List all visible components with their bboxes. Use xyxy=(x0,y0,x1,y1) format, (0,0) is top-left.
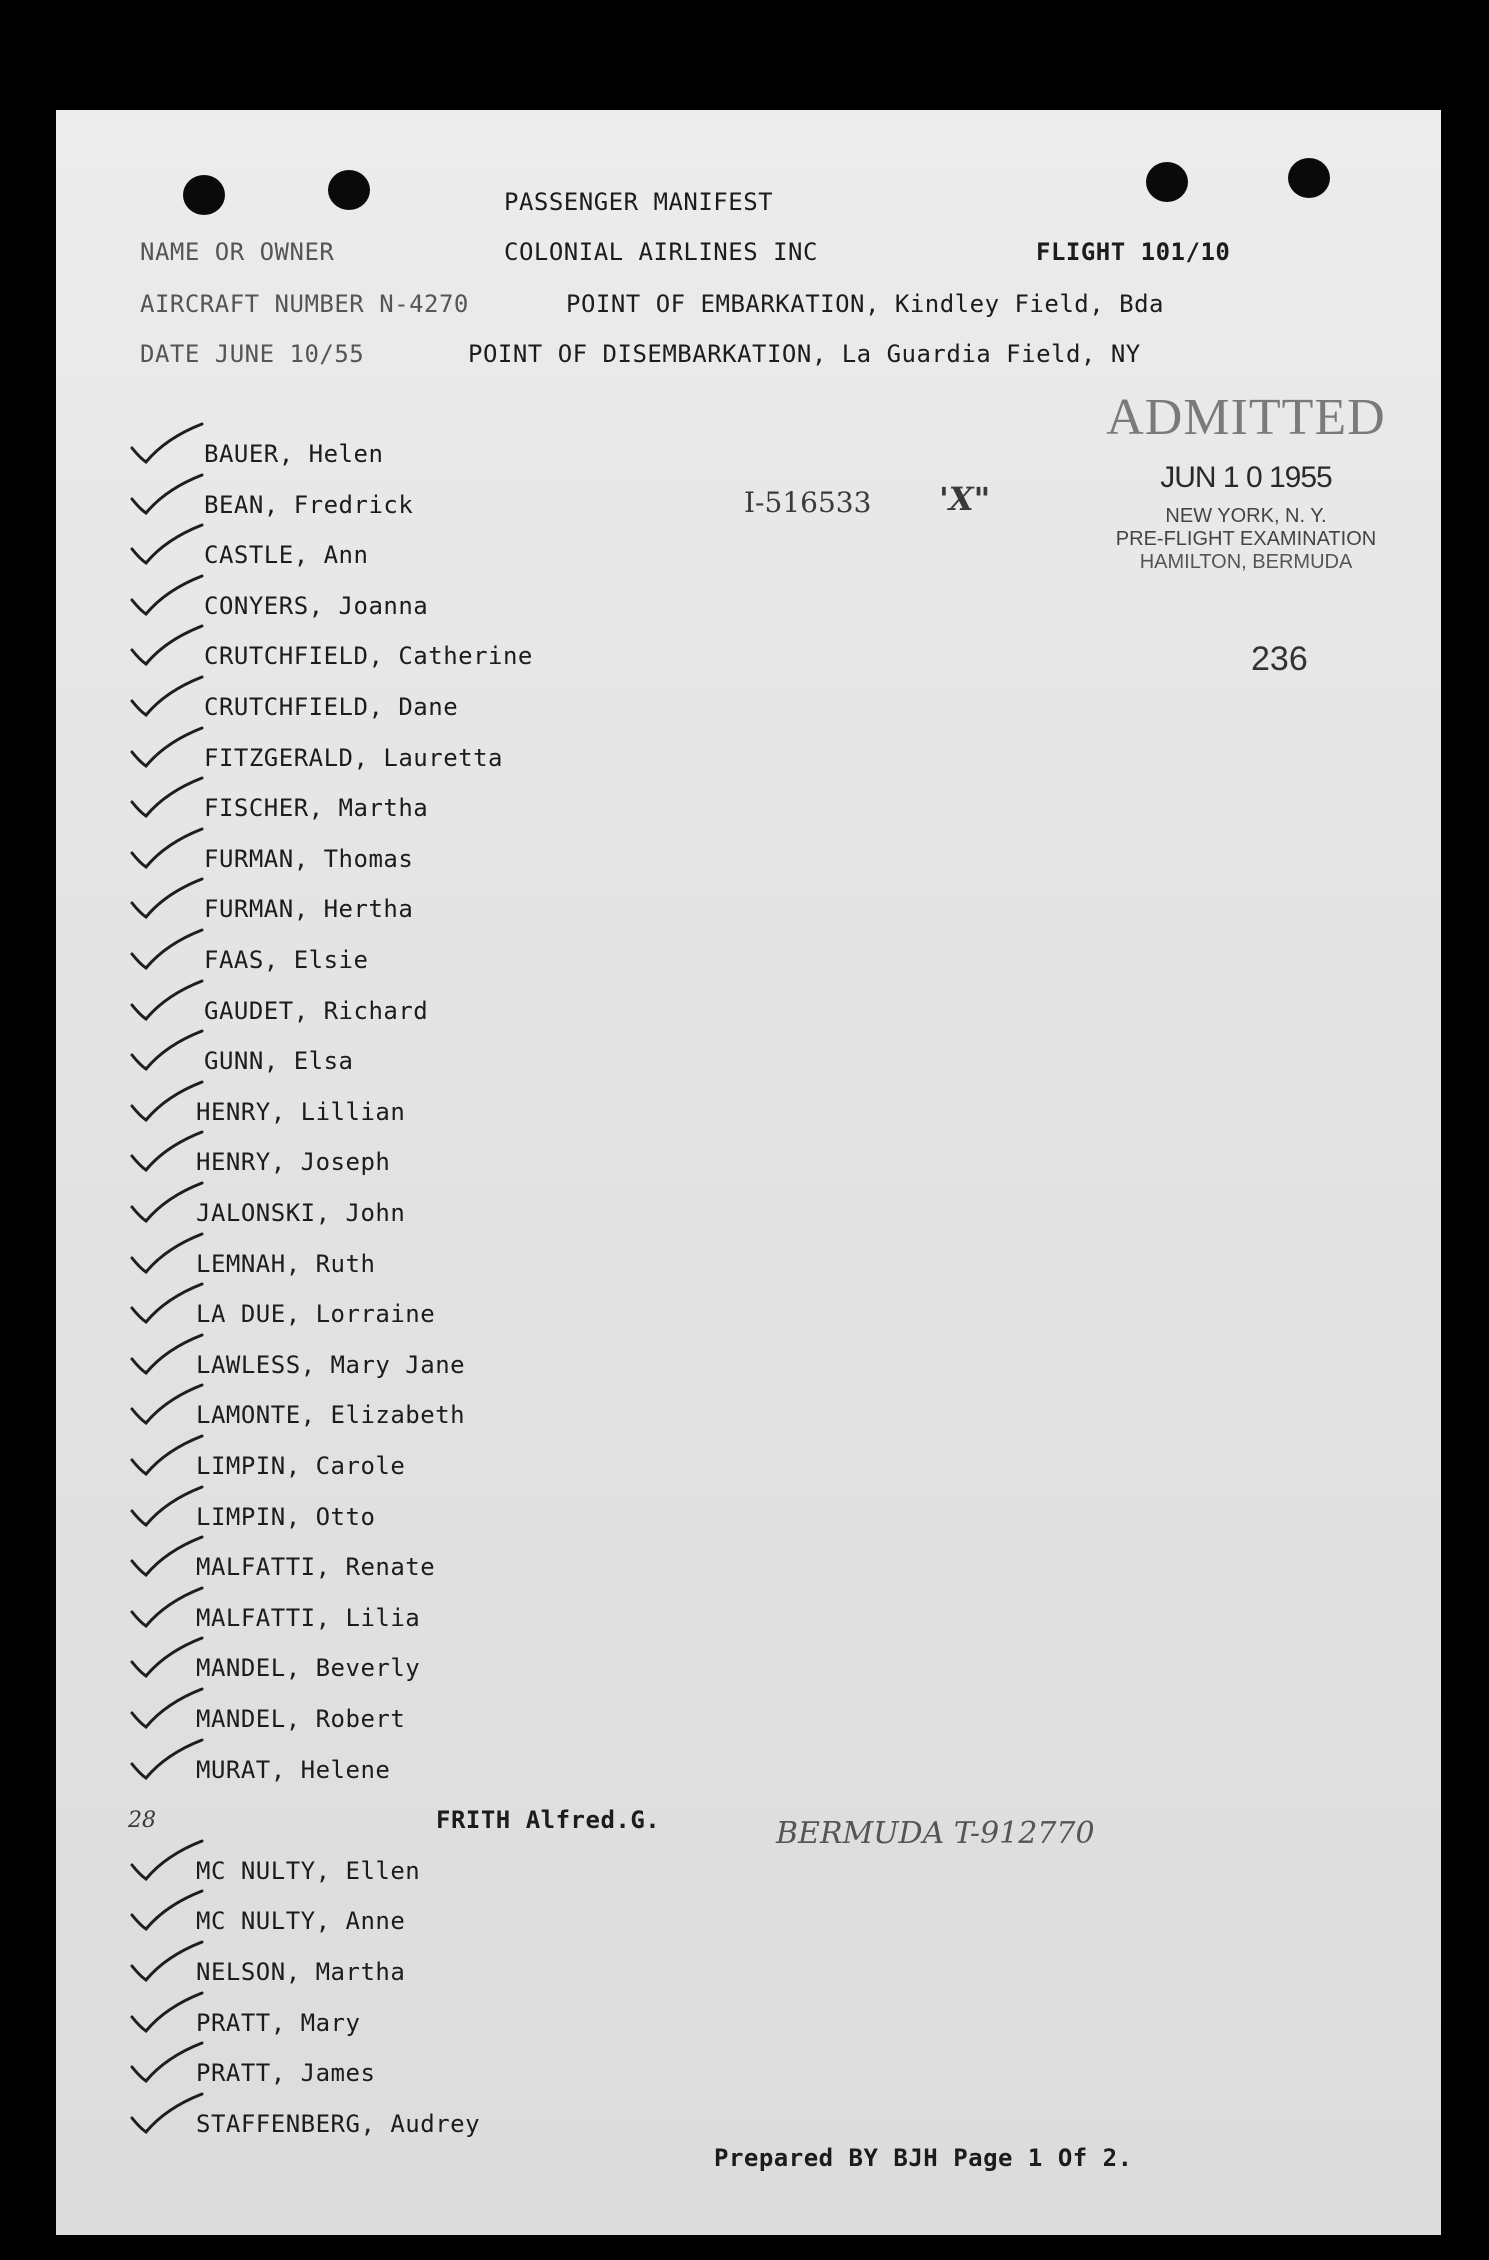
checkmark-icon xyxy=(126,1485,206,1529)
checkmark-icon xyxy=(126,1232,206,1276)
stamp-date: JUN 1 0 1955 xyxy=(1160,461,1332,494)
passenger-name: JALONSKI, John xyxy=(196,1199,406,1227)
passenger-name: GAUDET, Richard xyxy=(204,997,429,1025)
checkmark-icon xyxy=(126,776,206,820)
checkmark-icon xyxy=(126,1282,206,1326)
passenger-name: HENRY, Joseph xyxy=(196,1148,391,1176)
manifest-title: PASSENGER MANIFEST xyxy=(504,188,774,216)
checkmark-icon xyxy=(126,1029,206,1073)
checkmark-icon xyxy=(126,1383,206,1427)
passenger-name: BAUER, Helen xyxy=(204,440,384,468)
checkmark-icon xyxy=(126,473,206,517)
checkmark-icon xyxy=(126,675,206,719)
admitted-stamp xyxy=(1086,388,1406,574)
point-of-disembarkation: POINT OF DISEMBARKATION, La Guardia Field, NY xyxy=(468,340,1141,368)
passenger-name: MC NULTY, Ellen xyxy=(196,1857,421,1885)
checkmark-icon xyxy=(126,1181,206,1225)
checkmark-icon xyxy=(126,422,206,466)
passenger-name: MURAT, Helene xyxy=(196,1756,391,1784)
passenger-name: FAAS, Elsie xyxy=(204,946,369,974)
passenger-name: HENRY, Lillian xyxy=(196,1098,406,1126)
checkmark-icon xyxy=(126,1535,206,1579)
checkmark-icon xyxy=(126,1586,206,1630)
passenger-name: FURMAN, Thomas xyxy=(204,845,414,873)
checkmark-icon xyxy=(126,1080,206,1124)
owner-label: NAME OR OWNER xyxy=(140,238,335,266)
passenger-name: STAFFENBERG, Audrey xyxy=(196,2110,481,2138)
passenger-name: GUNN, Elsa xyxy=(204,1047,354,1075)
checkmark-icon xyxy=(126,2041,206,2085)
passenger-name: CASTLE, Ann xyxy=(204,541,369,569)
stamp-number: 236 xyxy=(1251,640,1308,678)
passenger-name: LAMONTE, Elizabeth xyxy=(196,1401,466,1429)
checkmark-icon xyxy=(126,1839,206,1883)
flight-number: FLIGHT 101/10 xyxy=(1036,238,1231,266)
checkmark-icon xyxy=(126,1991,206,2035)
frith-handwritten-note: BERMUDA T-912770 xyxy=(776,1816,1095,1851)
passenger-name: MALFATTI, Renate xyxy=(196,1553,436,1581)
passenger-name: CRUTCHFIELD, Dane xyxy=(204,693,459,721)
passenger-name: NELSON, Martha xyxy=(196,1958,406,1986)
passenger-name: LIMPIN, Carole xyxy=(196,1452,406,1480)
prepared-by-footer: Prepared BY BJH Page 1 Of 2. xyxy=(714,2144,1133,2172)
checkmark-icon xyxy=(126,827,206,871)
passenger-name: CONYERS, Joanna xyxy=(204,592,429,620)
passenger-name: BEAN, Fredrick xyxy=(204,491,414,519)
checkmark-icon xyxy=(126,928,206,972)
checkmark-icon xyxy=(126,1636,206,1680)
passenger-name: CRUTCHFIELD, Catherine xyxy=(204,642,533,670)
x-mark: 'X" xyxy=(939,480,991,518)
punch-hole-1 xyxy=(183,175,225,215)
passenger-name: MALFATTI, Lilia xyxy=(196,1604,421,1632)
punch-hole-2 xyxy=(328,170,370,210)
punch-hole-3 xyxy=(1146,162,1188,202)
passenger-name: MC NULTY, Anne xyxy=(196,1907,406,1935)
passenger-name: LAWLESS, Mary Jane xyxy=(196,1351,466,1379)
point-of-embarkation: POINT OF EMBARKATION, Kindley Field, Bda xyxy=(566,290,1164,318)
passenger-name: PRATT, James xyxy=(196,2059,376,2087)
checkmark-icon xyxy=(126,1130,206,1174)
passenger-name: FRITH Alfred.G. xyxy=(436,1806,661,1834)
passenger-name: FISCHER, Martha xyxy=(204,794,429,822)
checkmark-icon xyxy=(126,574,206,618)
checkmark-icon xyxy=(126,1889,206,1933)
passenger-name: MANDEL, Beverly xyxy=(196,1654,421,1682)
checkmark-icon xyxy=(126,624,206,668)
punch-hole-4 xyxy=(1288,158,1330,198)
passenger-name: FURMAN, Hertha xyxy=(204,895,414,923)
checkmark-icon xyxy=(126,1687,206,1731)
aircraft-number: AIRCRAFT NUMBER N-4270 xyxy=(140,290,469,318)
checkmark-icon xyxy=(126,877,206,921)
stamp-admitted: ADMITTED xyxy=(1106,389,1386,446)
checkmark-icon xyxy=(126,1434,206,1478)
passenger-name: LIMPIN, Otto xyxy=(196,1503,376,1531)
passenger-name: FITZGERALD, Lauretta xyxy=(204,744,503,772)
passenger-name: MANDEL, Robert xyxy=(196,1705,406,1733)
checkmark-icon xyxy=(126,726,206,770)
checkmark-icon xyxy=(126,1333,206,1377)
manifest-sheet xyxy=(56,110,1441,2235)
passenger-name: PRATT, Mary xyxy=(196,2009,361,2037)
passenger-name: LA DUE, Lorraine xyxy=(196,1300,436,1328)
stamp-location: NEW YORK, N. Y. xyxy=(1165,505,1327,527)
stamp-office: HAMILTON, BERMUDA xyxy=(1139,551,1353,573)
manifest-date: DATE JUNE 10/55 xyxy=(140,340,365,368)
checkmark-icon xyxy=(126,2092,206,2136)
checkmark-icon xyxy=(126,979,206,1023)
passenger-name: LEMNAH, Ruth xyxy=(196,1250,376,1278)
row-number: 28 xyxy=(128,1808,156,1833)
stamp-exam: PRE-FLIGHT EXAMINATION xyxy=(1115,528,1377,550)
checkmark-icon xyxy=(126,1940,206,1984)
alien-registration-number: I-516533 xyxy=(744,486,872,519)
checkmark-icon xyxy=(126,523,206,567)
checkmark-icon xyxy=(126,1738,206,1782)
owner-value: COLONIAL AIRLINES INC xyxy=(504,238,818,266)
